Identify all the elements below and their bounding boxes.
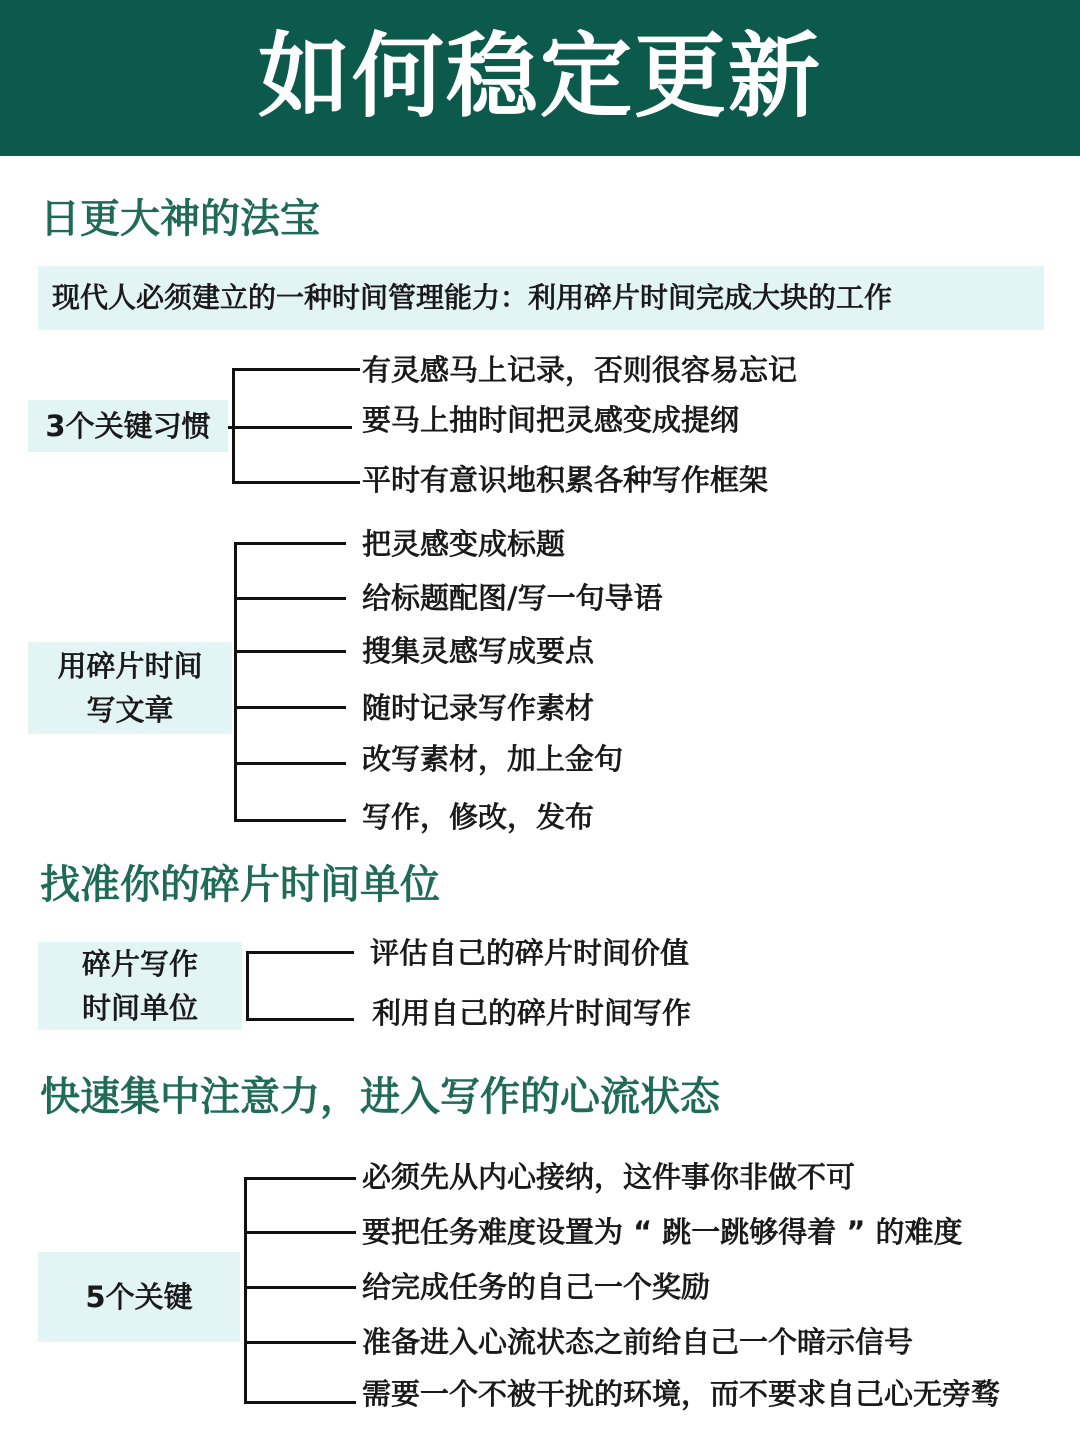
step-item: 写作，修改，发布 xyxy=(362,800,595,834)
branch-line xyxy=(244,1177,356,1180)
branch-line xyxy=(234,819,346,822)
page-title: 如何稳定更新 xyxy=(257,23,822,130)
branch-line xyxy=(232,426,352,429)
label-time-unit: 碎片写作 时间单位 xyxy=(38,942,242,1030)
step-item: 给标题配图/写一句导语 xyxy=(362,581,663,615)
highlight-bar xyxy=(38,266,1044,330)
branch-line xyxy=(234,650,346,653)
branch-line xyxy=(246,1018,354,1021)
watermark-logo: 小红书 xyxy=(928,1322,1007,1352)
branch-line xyxy=(234,706,346,709)
key-item: 需要一个不被干扰的环境，而不要求自己心无旁骛 xyxy=(362,1377,1001,1411)
branch-line xyxy=(246,951,354,954)
branch-line xyxy=(244,1341,356,1344)
branch-line xyxy=(234,762,346,765)
section-heading-time-unit: 找准你的碎片时间单位 xyxy=(40,862,440,908)
habit-item: 有灵感马上记录，否则很容易忘记 xyxy=(362,353,798,387)
branch-line xyxy=(244,1231,356,1234)
time-unit-item: 评估自己的碎片时间价值 xyxy=(370,936,690,970)
branch-line xyxy=(232,368,360,371)
section-heading-flow-state: 快速集中注意力，进入写作的心流状态 xyxy=(40,1074,720,1120)
habit-item: 平时有意识地积累各种写作框架 xyxy=(362,463,769,497)
label-fragment-writing: 用碎片时间 写文章 xyxy=(28,642,232,734)
branch-line xyxy=(244,1401,356,1404)
key-item: 要把任务难度设置为 “ 跳一跳够得着 ” 的难度 xyxy=(362,1215,963,1249)
title-banner xyxy=(0,0,1080,156)
branch-line xyxy=(234,597,346,600)
step-item: 随时记录写作素材 xyxy=(362,691,595,725)
bracket-line xyxy=(234,542,237,822)
step-item: 搜集灵感写成要点 xyxy=(362,634,595,668)
label-key-habits: 3个关键习惯 xyxy=(28,400,228,452)
habit-item: 要马上抽时间把灵感变成提纲 xyxy=(362,403,740,437)
step-item: 把灵感变成标题 xyxy=(362,527,566,561)
time-unit-item: 利用自己的碎片时间写作 xyxy=(372,996,692,1030)
highlight-text: 现代人必须建立的一种时间管理能力：利用碎片时间完成大块的工作 xyxy=(52,281,893,314)
step-item: 改写素材，加上金句 xyxy=(362,742,624,776)
branch-line xyxy=(232,481,360,484)
key-item: 给完成任务的自己一个奖励 xyxy=(362,1270,711,1304)
branch-line xyxy=(244,1286,356,1289)
bracket-line xyxy=(244,1177,247,1403)
bracket-line xyxy=(246,951,249,1021)
key-item: 必须先从内心接纳，这件事你非做不可 xyxy=(362,1160,856,1194)
label-five-keys: 5个关键 xyxy=(38,1252,240,1342)
section-heading-daily-update: 日更大神的法宝 xyxy=(40,196,320,242)
branch-line xyxy=(234,542,346,545)
key-item: 准备进入心流状态之前给自己一个暗示信号 xyxy=(362,1325,914,1359)
